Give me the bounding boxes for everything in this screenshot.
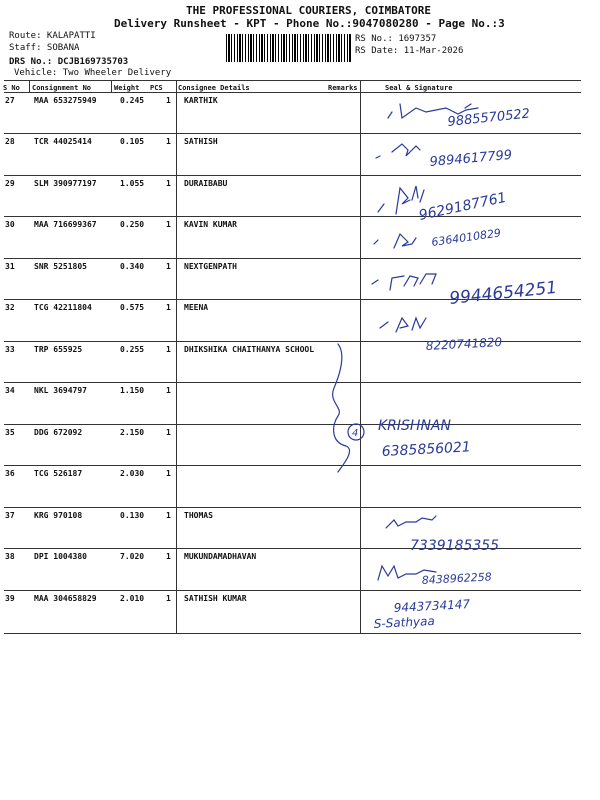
row-consignment: DPI 1004380 <box>34 552 87 561</box>
row-consignment: TCG 526187 <box>34 469 83 478</box>
signature-number-row27: 9885570522 <box>446 106 531 130</box>
row-consignment: DDG 672092 <box>34 428 83 437</box>
row-sno: 31 <box>5 262 15 271</box>
row-consignment: KRG 970108 <box>34 511 83 520</box>
row-sno: 39 <box>5 594 15 603</box>
row-consignment: SNR 5251805 <box>34 262 87 271</box>
row-consignment: MAA 716699367 <box>34 220 97 229</box>
signature-stroke <box>380 318 426 332</box>
signature-number-row28: 9894617799 <box>429 147 513 170</box>
row-consignee: MUKUNDAMADHAVAN <box>184 552 257 561</box>
signature-number-row30: 6364010829 <box>430 226 502 249</box>
signature-stroke <box>376 144 420 158</box>
signature-bracket <box>333 344 350 472</box>
row-weight: 7.020 <box>120 552 145 561</box>
signature-name-row35: KRISHNAN <box>378 418 451 434</box>
row-pcs: 1 <box>166 469 171 478</box>
row-pcs: 1 <box>166 262 171 271</box>
row-pcs: 1 <box>166 96 171 105</box>
row-consignment: MAA 304658829 <box>34 594 97 603</box>
row-sno: 27 <box>5 96 15 105</box>
row-consignment: SLM 390977197 <box>34 179 97 188</box>
signature-number-row31: 9944654251 <box>448 277 559 309</box>
signature-number-row29: 9629187761 <box>417 189 508 224</box>
row-sno: 37 <box>5 511 15 520</box>
row-consignee: DURAIBABU <box>184 179 228 188</box>
row-sno: 36 <box>5 469 15 478</box>
vehicle-label: Vehicle: Two Wheeler Delivery <box>14 68 172 78</box>
row-sno: 35 <box>5 428 15 437</box>
row-pcs: 1 <box>166 137 171 146</box>
row-consignment: TCR 44025414 <box>34 137 92 146</box>
row-weight: 0.575 <box>120 303 145 312</box>
signature-number-row39: 9443734147 <box>393 597 471 615</box>
row-consignee: MEENA <box>184 303 209 312</box>
row-sno: 30 <box>5 220 15 229</box>
row-weight: 1.055 <box>120 179 145 188</box>
row-consignment: MAA 653275949 <box>34 96 97 105</box>
row-weight: 2.150 <box>120 428 145 437</box>
row-pcs: 1 <box>166 594 171 603</box>
signature-number-row37: 7339185355 <box>410 538 500 554</box>
row-consignment: NKL 3694797 <box>34 386 87 395</box>
row-consignee: SATHISH <box>184 137 218 146</box>
rs-date: RS Date: 11-Mar-2026 <box>355 46 464 56</box>
signature-name-row39: S-Sathyaa <box>373 613 436 631</box>
signature-mark-row35: 4 <box>352 428 359 439</box>
route-label: Route: KALAPATTI <box>9 31 96 41</box>
row-pcs: 1 <box>166 220 171 229</box>
row-pcs: 1 <box>166 303 171 312</box>
row-weight: 0.105 <box>120 137 145 146</box>
col-pcs: PCS <box>150 84 163 92</box>
row-weight: 1.150 <box>120 386 145 395</box>
row-pcs: 1 <box>166 386 171 395</box>
row-weight: 0.130 <box>120 511 145 520</box>
row-sno: 38 <box>5 552 15 561</box>
row-consignment: TCG 42211804 <box>34 303 92 312</box>
row-sno: 34 <box>5 386 15 395</box>
row-pcs: 1 <box>166 552 171 561</box>
row-consignee: DHIKSHIKA CHAITHANYA SCHOOL <box>184 345 315 354</box>
drs-number: DRS No.: DCJB169735703 <box>9 57 129 67</box>
company-title: THE PROFESSIONAL COURIERS, COIMBATORE <box>186 4 432 17</box>
row-weight: 2.010 <box>120 594 145 603</box>
signature-number-row35: 6385856021 <box>381 439 472 460</box>
row-pcs: 1 <box>166 428 171 437</box>
row-weight: 0.245 <box>120 96 145 105</box>
signature-stroke <box>386 516 436 528</box>
row-sno: 33 <box>5 345 15 354</box>
row-consignment: TRP 655925 <box>34 345 83 354</box>
signature-number-row38: 8438962258 <box>421 570 493 587</box>
col-remarks: Remarks <box>328 84 358 92</box>
signature-number-row32: 8220741820 <box>425 335 503 353</box>
row-weight: 0.255 <box>120 345 145 354</box>
row-consignee: NEXTGENPATH <box>184 262 237 271</box>
col-sno: S No <box>3 84 20 92</box>
row-weight: 0.340 <box>120 262 145 271</box>
row-sno: 28 <box>5 137 15 146</box>
rs-number: RS No.: 1697357 <box>355 34 437 44</box>
row-pcs: 1 <box>166 511 171 520</box>
row-weight: 2.030 <box>120 469 145 478</box>
row-consignee: SATHISH KUMAR <box>184 594 247 603</box>
col-weight: Weight <box>114 84 140 92</box>
row-consignee: KAVIN KUMAR <box>184 220 237 229</box>
signature-stroke <box>374 234 416 248</box>
row-weight: 0.250 <box>120 220 145 229</box>
row-consignee: THOMAS <box>184 511 213 520</box>
row-pcs: 1 <box>166 179 171 188</box>
col-consignment: Consignment No <box>32 84 92 92</box>
staff-label: Staff: SOBANA <box>9 43 80 53</box>
signature-stroke <box>372 274 436 290</box>
col-seal: Seal & Signature <box>385 84 453 92</box>
col-consignee: Consignee Details <box>178 84 250 92</box>
row-sno: 32 <box>5 303 15 312</box>
row-consignee: KARTHIK <box>184 96 218 105</box>
row-sno: 29 <box>5 179 15 188</box>
runsheet-subtitle: Delivery Runsheet - KPT - Phone No.:9047080280 - Page No.:3 <box>114 17 505 30</box>
row-pcs: 1 <box>166 345 171 354</box>
